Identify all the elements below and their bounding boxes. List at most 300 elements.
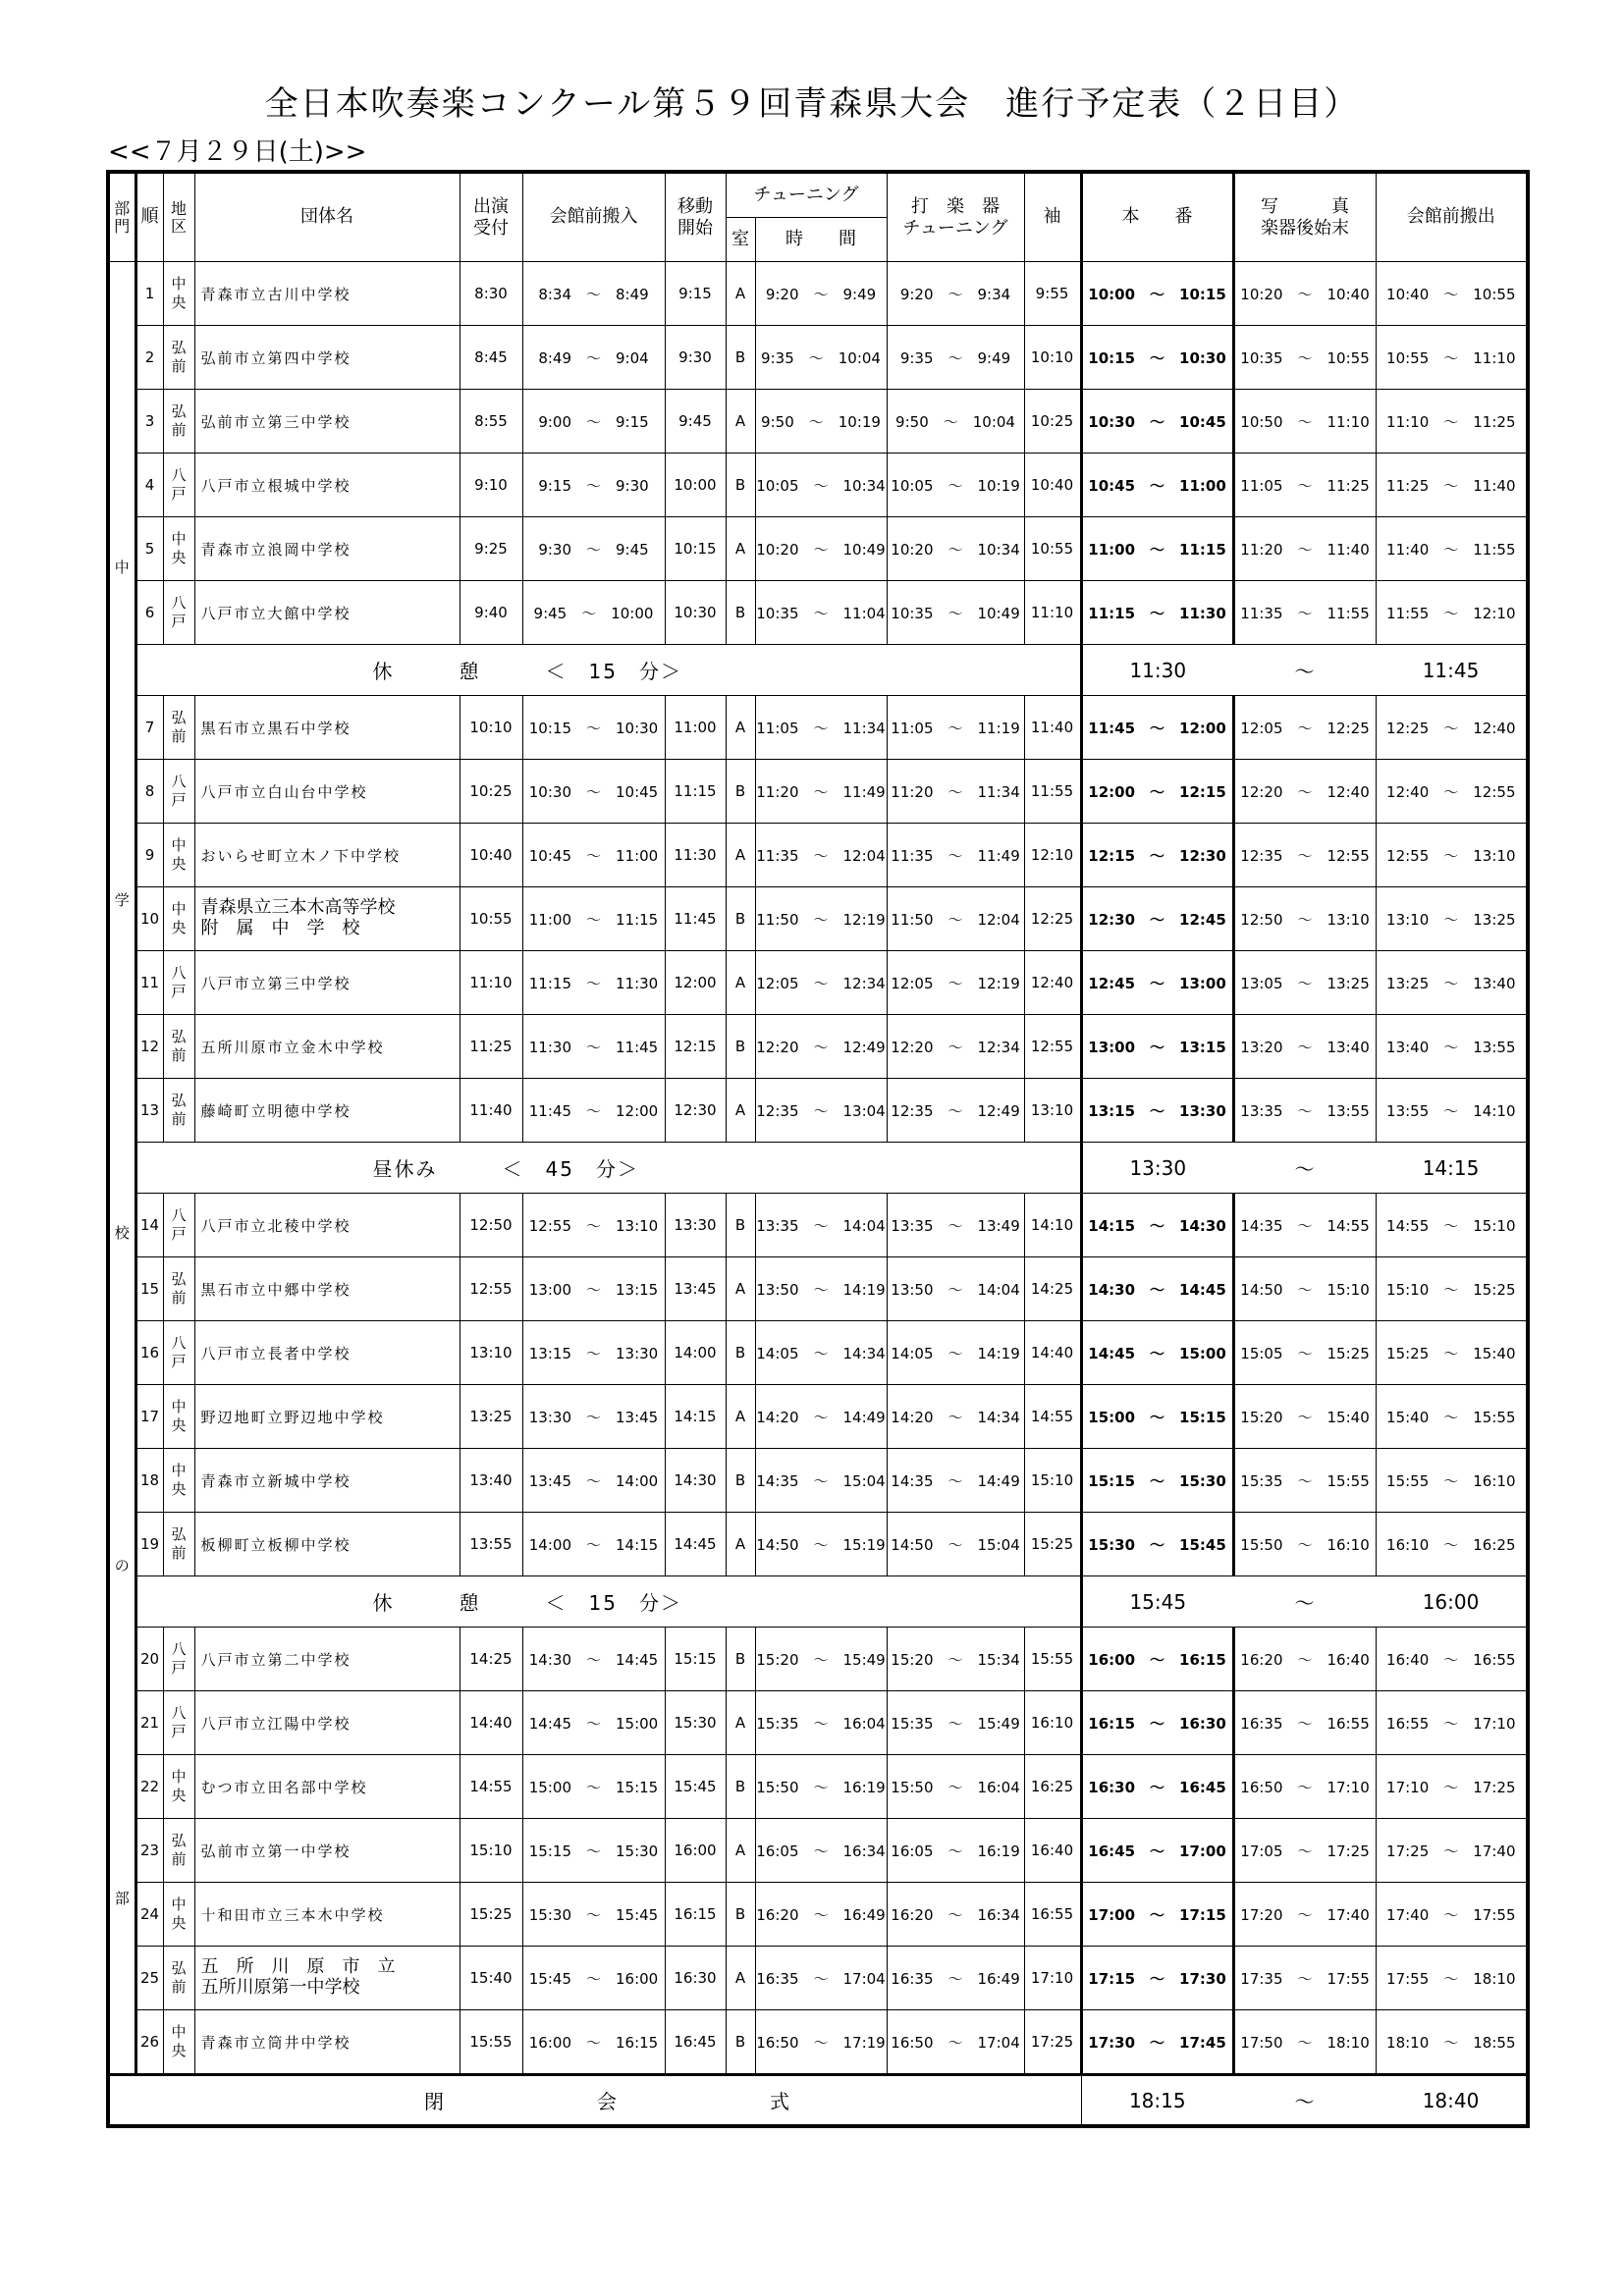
load-out-cell: 12:25 ～ 12:40	[1376, 696, 1528, 760]
header-move-start: 移動 開始	[665, 172, 726, 262]
load-in-cell: 13:30 ～ 13:45	[522, 1385, 665, 1449]
group-name-cell: 八戸市立長者中学校	[194, 1321, 460, 1385]
percussion-tuning-cell: 11:50 ～ 12:04	[887, 887, 1024, 951]
reception-cell: 8:30	[460, 262, 522, 326]
header-group: 団体名	[194, 172, 460, 262]
photo-cell: 10:50 ～ 11:10	[1233, 390, 1376, 454]
tuning-time-cell: 10:05 ～ 10:34	[755, 454, 887, 517]
percussion-tuning-cell: 14:35 ～ 14:49	[887, 1449, 1024, 1513]
table-row	[108, 951, 1528, 1015]
room-cell: B	[726, 1321, 755, 1385]
load-out-cell: 11:25 ～ 11:40	[1376, 454, 1528, 517]
reception-cell: 9:25	[460, 517, 522, 581]
move-start-cell: 16:15	[665, 1883, 726, 1947]
percussion-tuning-cell: 9:20 ～ 9:34	[887, 262, 1024, 326]
group-name-cell: 八戸市立第三中学校	[194, 951, 460, 1015]
reception-cell: 14:25	[460, 1628, 522, 1691]
percussion-tuning-cell: 11:20 ～ 11:34	[887, 760, 1024, 824]
order-cell: 20	[135, 1628, 163, 1691]
load-out-cell: 14:55 ～ 15:10	[1376, 1194, 1528, 1257]
table-row	[108, 390, 1528, 454]
table-row	[108, 581, 1528, 645]
load-out-cell: 15:10 ～ 15:25	[1376, 1257, 1528, 1321]
load-out-cell: 15:40 ～ 15:55	[1376, 1385, 1528, 1449]
area-cell: 中 央	[163, 1385, 194, 1449]
area-cell: 中 央	[163, 1755, 194, 1819]
load-out-cell: 13:55 ～ 14:10	[1376, 1079, 1528, 1143]
header-performance: 本 番	[1081, 172, 1233, 262]
wing-cell: 9:55	[1024, 262, 1081, 326]
table-row	[108, 517, 1528, 581]
break-start: 15:45	[1081, 1576, 1233, 1628]
break-end: 11:45	[1376, 645, 1528, 696]
performance-cell: 14:15 ～ 14:30	[1081, 1194, 1233, 1257]
order-cell: 25	[135, 1947, 163, 2010]
load-out-cell: 13:40 ～ 13:55	[1376, 1015, 1528, 1079]
move-start-cell: 11:45	[665, 887, 726, 951]
photo-cell: 12:50 ～ 13:10	[1233, 887, 1376, 951]
load-out-cell: 13:10 ～ 13:25	[1376, 887, 1528, 951]
order-cell: 11	[135, 951, 163, 1015]
group-name-cell: 八戸市立江陽中学校	[194, 1691, 460, 1755]
dept-label-char: 部	[114, 1890, 130, 1907]
schedule-body	[108, 262, 1528, 2127]
reception-cell: 14:55	[460, 1755, 522, 1819]
area-cell: 八 戸	[163, 1691, 194, 1755]
order-cell: 7	[135, 696, 163, 760]
wing-cell: 14:40	[1024, 1321, 1081, 1385]
tuning-time-cell: 10:35 ～ 11:04	[755, 581, 887, 645]
load-in-cell: 11:00 ～ 11:15	[522, 887, 665, 951]
area-cell: 中 央	[163, 517, 194, 581]
order-cell: 3	[135, 390, 163, 454]
percussion-tuning-cell: 13:35 ～ 13:49	[887, 1194, 1024, 1257]
area-cell: 八 戸	[163, 951, 194, 1015]
move-start-cell: 13:45	[665, 1257, 726, 1321]
reception-cell: 10:55	[460, 887, 522, 951]
percussion-tuning-cell: 12:05 ～ 12:19	[887, 951, 1024, 1015]
table-row	[108, 1449, 1528, 1513]
move-start-cell: 15:15	[665, 1628, 726, 1691]
load-out-cell: 12:55 ～ 13:10	[1376, 824, 1528, 887]
wing-cell: 14:55	[1024, 1385, 1081, 1449]
performance-cell: 10:30 ～ 10:45	[1081, 390, 1233, 454]
reception-cell: 10:25	[460, 760, 522, 824]
wing-cell: 10:40	[1024, 454, 1081, 517]
tuning-time-cell: 9:35 ～ 10:04	[755, 326, 887, 390]
load-in-cell: 15:00 ～ 15:15	[522, 1755, 665, 1819]
tuning-time-cell: 16:35 ～ 17:04	[755, 1947, 887, 2010]
photo-cell: 14:50 ～ 15:10	[1233, 1257, 1376, 1321]
room-cell: A	[726, 390, 755, 454]
header-dept: 部 門	[108, 172, 135, 262]
header-time: 時 間	[755, 218, 887, 262]
performance-cell: 16:30 ～ 16:45	[1081, 1755, 1233, 1819]
performance-cell: 10:00 ～ 10:15	[1081, 262, 1233, 326]
group-name-cell: 五所川原市立金木中学校	[194, 1015, 460, 1079]
room-cell: B	[726, 1194, 755, 1257]
move-start-cell: 10:00	[665, 454, 726, 517]
group-name-line1: 青森県立三本木高等学校	[200, 897, 396, 919]
load-out-cell: 16:10 ～ 16:25	[1376, 1513, 1528, 1576]
move-start-cell: 13:30	[665, 1194, 726, 1257]
group-name-cell: 八戸市立大館中学校	[194, 581, 460, 645]
tuning-time-cell: 12:20 ～ 12:49	[755, 1015, 887, 1079]
order-cell: 22	[135, 1755, 163, 1819]
table-row	[108, 760, 1528, 824]
tuning-time-cell: 12:35 ～ 13:04	[755, 1079, 887, 1143]
percussion-tuning-cell: 15:50 ～ 16:04	[887, 1755, 1024, 1819]
group-name-cell: 弘前市立第三中学校	[194, 390, 460, 454]
room-cell: A	[726, 1947, 755, 2010]
performance-cell: 16:00 ～ 16:15	[1081, 1628, 1233, 1691]
dept-label-char: 中	[114, 559, 130, 576]
load-in-cell: 14:30 ～ 14:45	[522, 1628, 665, 1691]
area-cell: 弘 前	[163, 1015, 194, 1079]
load-out-cell: 17:40 ～ 17:55	[1376, 1883, 1528, 1947]
area-cell: 弘 前	[163, 326, 194, 390]
order-cell: 1	[135, 262, 163, 326]
reception-cell: 15:10	[460, 1819, 522, 1883]
performance-cell: 11:15 ～ 11:30	[1081, 581, 1233, 645]
header-order: 順	[135, 172, 163, 262]
area-cell: 八 戸	[163, 1321, 194, 1385]
table-row	[108, 262, 1528, 326]
move-start-cell: 16:45	[665, 2010, 726, 2075]
load-out-cell: 12:40 ～ 12:55	[1376, 760, 1528, 824]
move-start-cell: 15:45	[665, 1755, 726, 1819]
order-cell: 21	[135, 1691, 163, 1755]
photo-cell: 14:35 ～ 14:55	[1233, 1194, 1376, 1257]
area-cell: 中 央	[163, 262, 194, 326]
photo-cell: 10:20 ～ 10:40	[1233, 262, 1376, 326]
room-cell: B	[726, 1628, 755, 1691]
load-in-cell: 8:34 ～ 8:49	[522, 262, 665, 326]
performance-cell: 15:30 ～ 15:45	[1081, 1513, 1233, 1576]
performance-cell: 12:00 ～ 12:15	[1081, 760, 1233, 824]
area-cell: 弘 前	[163, 1819, 194, 1883]
wing-cell: 11:55	[1024, 760, 1081, 824]
room-cell: B	[726, 454, 755, 517]
page-title: 全日本吹奏楽コンクール第５９回青森県大会 進行予定表（２日目）	[264, 84, 1360, 124]
tuning-time-cell: 14:20 ～ 14:49	[755, 1385, 887, 1449]
order-cell: 26	[135, 2010, 163, 2075]
reception-cell: 11:25	[460, 1015, 522, 1079]
percussion-tuning-cell: 12:35 ～ 12:49	[887, 1079, 1024, 1143]
performance-cell: 16:45 ～ 17:00	[1081, 1819, 1233, 1883]
header-area: 地 区	[163, 172, 194, 262]
break-label: 昼休み ＜ 45 分＞	[135, 1143, 1081, 1194]
percussion-tuning-cell: 10:05 ～ 10:19	[887, 454, 1024, 517]
photo-cell: 15:50 ～ 16:10	[1233, 1513, 1376, 1576]
performance-cell: 12:45 ～ 13:00	[1081, 951, 1233, 1015]
tuning-time-cell: 9:20 ～ 9:49	[755, 262, 887, 326]
load-out-cell: 17:25 ～ 17:40	[1376, 1819, 1528, 1883]
percussion-tuning-cell: 14:05 ～ 14:19	[887, 1321, 1024, 1385]
group-name-cell: おいらせ町立木ノ下中学校	[194, 824, 460, 887]
wing-cell: 17:10	[1024, 1947, 1081, 2010]
room-cell: A	[726, 1385, 755, 1449]
percussion-tuning-cell: 12:20 ～ 12:34	[887, 1015, 1024, 1079]
tuning-time-cell: 16:20 ～ 16:49	[755, 1883, 887, 1947]
move-start-cell: 14:00	[665, 1321, 726, 1385]
group-name-line2: 五所川原第一中学校	[200, 1977, 360, 1998]
area-cell: 中 央	[163, 2010, 194, 2075]
reception-cell: 14:40	[460, 1691, 522, 1755]
group-name-cell: 黒石市立黒石中学校	[194, 696, 460, 760]
photo-cell: 11:05 ～ 11:25	[1233, 454, 1376, 517]
move-start-cell: 9:45	[665, 390, 726, 454]
move-start-cell: 10:15	[665, 517, 726, 581]
wing-cell: 16:40	[1024, 1819, 1081, 1883]
percussion-tuning-cell: 13:50 ～ 14:04	[887, 1257, 1024, 1321]
load-in-cell: 15:30 ～ 15:45	[522, 1883, 665, 1947]
tuning-time-cell: 11:35 ～ 12:04	[755, 824, 887, 887]
tuning-time-cell: 11:20 ～ 11:49	[755, 760, 887, 824]
load-in-cell: 15:45 ～ 16:00	[522, 1947, 665, 2010]
tuning-time-cell: 9:50 ～ 10:19	[755, 390, 887, 454]
order-cell: 15	[135, 1257, 163, 1321]
load-in-cell: 13:45 ～ 14:00	[522, 1449, 665, 1513]
area-cell: 中 央	[163, 1449, 194, 1513]
load-in-cell: 9:15 ～ 9:30	[522, 454, 665, 517]
wing-cell: 16:10	[1024, 1691, 1081, 1755]
load-out-cell: 17:10 ～ 17:25	[1376, 1755, 1528, 1819]
photo-cell: 15:05 ～ 15:25	[1233, 1321, 1376, 1385]
tuning-time-cell: 14:05 ～ 14:34	[755, 1321, 887, 1385]
room-cell: A	[726, 1691, 755, 1755]
order-cell: 4	[135, 454, 163, 517]
move-start-cell: 12:00	[665, 951, 726, 1015]
table-row	[108, 1015, 1528, 1079]
table-row	[108, 1079, 1528, 1143]
photo-cell: 16:35 ～ 16:55	[1233, 1691, 1376, 1755]
table-row	[108, 1513, 1528, 1576]
wing-cell: 12:40	[1024, 951, 1081, 1015]
order-cell: 18	[135, 1449, 163, 1513]
reception-cell: 13:40	[460, 1449, 522, 1513]
performance-cell: 10:45 ～ 11:00	[1081, 454, 1233, 517]
area-cell: 八 戸	[163, 760, 194, 824]
load-out-cell: 10:40 ～ 10:55	[1376, 262, 1528, 326]
wing-cell: 15:10	[1024, 1449, 1081, 1513]
photo-cell: 11:35 ～ 11:55	[1233, 581, 1376, 645]
wing-cell: 14:25	[1024, 1257, 1081, 1321]
load-in-cell: 11:45 ～ 12:00	[522, 1079, 665, 1143]
header-tuning: チューニング	[726, 172, 887, 218]
reception-cell: 9:10	[460, 454, 522, 517]
area-cell: 中 央	[163, 1883, 194, 1947]
move-start-cell: 11:15	[665, 760, 726, 824]
move-start-cell: 12:30	[665, 1079, 726, 1143]
move-start-cell: 9:15	[665, 262, 726, 326]
percussion-tuning-cell: 11:05 ～ 11:19	[887, 696, 1024, 760]
order-cell: 19	[135, 1513, 163, 1576]
percussion-tuning-cell: 9:50 ～ 10:04	[887, 390, 1024, 454]
load-in-cell: 8:49 ～ 9:04	[522, 326, 665, 390]
group-name-cell: 弘前市立第一中学校	[194, 1819, 460, 1883]
table-row	[108, 1947, 1528, 2010]
photo-cell: 13:05 ～ 13:25	[1233, 951, 1376, 1015]
performance-cell: 17:30 ～ 17:45	[1081, 2010, 1233, 2075]
room-cell: B	[726, 581, 755, 645]
table-row	[108, 1321, 1528, 1385]
performance-cell: 11:45 ～ 12:00	[1081, 696, 1233, 760]
photo-cell: 13:35 ～ 13:55	[1233, 1079, 1376, 1143]
room-cell: A	[726, 262, 755, 326]
table-row	[108, 1385, 1528, 1449]
wing-cell: 10:25	[1024, 390, 1081, 454]
area-cell: 弘 前	[163, 1513, 194, 1576]
move-start-cell: 11:00	[665, 696, 726, 760]
load-in-cell: 13:00 ～ 13:15	[522, 1257, 665, 1321]
room-cell: B	[726, 887, 755, 951]
room-cell: A	[726, 824, 755, 887]
photo-cell: 12:35 ～ 12:55	[1233, 824, 1376, 887]
percussion-tuning-cell: 15:35 ～ 15:49	[887, 1691, 1024, 1755]
wing-cell: 10:55	[1024, 517, 1081, 581]
load-out-cell: 11:55 ～ 12:10	[1376, 581, 1528, 645]
reception-cell: 11:40	[460, 1079, 522, 1143]
percussion-tuning-cell: 15:20 ～ 15:34	[887, 1628, 1024, 1691]
performance-cell: 14:30 ～ 14:45	[1081, 1257, 1233, 1321]
header-photo: 写 真 楽器後始末	[1233, 172, 1376, 262]
reception-cell: 13:25	[460, 1385, 522, 1449]
percussion-tuning-cell: 14:50 ～ 15:04	[887, 1513, 1024, 1576]
break-end: 16:00	[1376, 1576, 1528, 1628]
order-cell: 16	[135, 1321, 163, 1385]
wing-cell: 11:10	[1024, 581, 1081, 645]
table-row	[108, 1628, 1528, 1691]
closing-tilde: ～	[1233, 2075, 1376, 2127]
tuning-time-cell: 10:20 ～ 10:49	[755, 517, 887, 581]
closing-row	[108, 2075, 1528, 2127]
reception-cell: 15:25	[460, 1883, 522, 1947]
move-start-cell: 11:30	[665, 824, 726, 887]
group-name-cell: 青森市立浪岡中学校	[194, 517, 460, 581]
tuning-time-cell: 12:05 ～ 12:34	[755, 951, 887, 1015]
performance-cell: 12:30 ～ 12:45	[1081, 887, 1233, 951]
dept-label-char: 校	[114, 1224, 130, 1242]
order-cell: 10	[135, 887, 163, 951]
table-row	[108, 326, 1528, 390]
area-cell: 八 戸	[163, 454, 194, 517]
load-in-cell: 10:15 ～ 10:30	[522, 696, 665, 760]
photo-cell: 16:20 ～ 16:40	[1233, 1628, 1376, 1691]
wing-cell: 16:55	[1024, 1883, 1081, 1947]
area-cell: 弘 前	[163, 390, 194, 454]
group-name-cell: 十和田市立三本木中学校	[194, 1883, 460, 1947]
order-cell: 5	[135, 517, 163, 581]
percussion-tuning-cell: 16:50 ～ 17:04	[887, 2010, 1024, 2075]
table-row	[108, 2010, 1528, 2075]
photo-cell: 15:35 ～ 15:55	[1233, 1449, 1376, 1513]
move-start-cell: 15:30	[665, 1691, 726, 1755]
break-tilde: ～	[1233, 645, 1376, 696]
load-out-cell: 13:25 ～ 13:40	[1376, 951, 1528, 1015]
event-date: <<７月２９日(土)>>	[108, 137, 367, 167]
performance-cell: 14:45 ～ 15:00	[1081, 1321, 1233, 1385]
room-cell: B	[726, 760, 755, 824]
move-start-cell: 14:30	[665, 1449, 726, 1513]
area-cell: 弘 前	[163, 1947, 194, 2010]
load-in-cell: 12:55 ～ 13:10	[522, 1194, 665, 1257]
table-row	[108, 1257, 1528, 1321]
closing-label: 閉 会 式	[108, 2075, 1081, 2127]
dept-label	[108, 262, 135, 2075]
performance-cell: 16:15 ～ 16:30	[1081, 1691, 1233, 1755]
break-label: 休 憩 ＜ 15 分＞	[135, 1576, 1081, 1628]
order-cell: 8	[135, 760, 163, 824]
wing-cell: 12:25	[1024, 887, 1081, 951]
header-load-in: 会館前搬入	[522, 172, 665, 262]
group-name-cell	[194, 887, 460, 951]
load-in-cell: 16:00 ～ 16:15	[522, 2010, 665, 2075]
percussion-tuning-cell: 16:05 ～ 16:19	[887, 1819, 1024, 1883]
wing-cell: 13:10	[1024, 1079, 1081, 1143]
reception-cell: 9:40	[460, 581, 522, 645]
reception-cell: 13:10	[460, 1321, 522, 1385]
reception-cell: 8:55	[460, 390, 522, 454]
tuning-time-cell: 15:20 ～ 15:49	[755, 1628, 887, 1691]
move-start-cell: 9:30	[665, 326, 726, 390]
break-row	[108, 1143, 1528, 1194]
closing-start: 18:15	[1081, 2075, 1233, 2127]
move-start-cell: 14:45	[665, 1513, 726, 1576]
table-row	[108, 1691, 1528, 1755]
area-cell: 弘 前	[163, 696, 194, 760]
header-wing: 袖	[1024, 172, 1081, 262]
room-cell: A	[726, 1513, 755, 1576]
load-in-cell: 9:00 ～ 9:15	[522, 390, 665, 454]
percussion-tuning-cell: 9:35 ～ 9:49	[887, 326, 1024, 390]
load-in-cell: 9:30 ～ 9:45	[522, 517, 665, 581]
load-out-cell: 16:55 ～ 17:10	[1376, 1691, 1528, 1755]
wing-cell: 12:55	[1024, 1015, 1081, 1079]
wing-cell: 15:55	[1024, 1628, 1081, 1691]
load-in-cell: 10:30 ～ 10:45	[522, 760, 665, 824]
room-cell: A	[726, 1257, 755, 1321]
wing-cell: 16:25	[1024, 1755, 1081, 1819]
load-in-cell: 9:45 ～ 10:00	[522, 581, 665, 645]
order-cell: 9	[135, 824, 163, 887]
load-out-cell: 18:10 ～ 18:55	[1376, 2010, 1528, 2075]
photo-cell: 13:20 ～ 13:40	[1233, 1015, 1376, 1079]
photo-cell: 16:50 ～ 17:10	[1233, 1755, 1376, 1819]
wing-cell: 14:10	[1024, 1194, 1081, 1257]
order-cell: 6	[135, 581, 163, 645]
group-name-cell: 藤崎町立明徳中学校	[194, 1079, 460, 1143]
wing-cell: 17:25	[1024, 2010, 1081, 2075]
photo-cell: 11:20 ～ 11:40	[1233, 517, 1376, 581]
break-tilde: ～	[1233, 1143, 1376, 1194]
table-row	[108, 1883, 1528, 1947]
area-cell: 中 央	[163, 887, 194, 951]
tuning-time-cell: 13:35 ～ 14:04	[755, 1194, 887, 1257]
move-start-cell: 12:15	[665, 1015, 726, 1079]
load-out-cell: 10:55 ～ 11:10	[1376, 326, 1528, 390]
performance-cell: 13:00 ～ 13:15	[1081, 1015, 1233, 1079]
performance-cell: 17:15 ～ 17:30	[1081, 1947, 1233, 2010]
room-cell: A	[726, 696, 755, 760]
tuning-time-cell: 16:05 ～ 16:34	[755, 1819, 887, 1883]
load-in-cell: 11:30 ～ 11:45	[522, 1015, 665, 1079]
reception-cell: 12:50	[460, 1194, 522, 1257]
performance-cell: 17:00 ～ 17:15	[1081, 1883, 1233, 1947]
room-cell: A	[726, 517, 755, 581]
load-out-cell: 15:55 ～ 16:10	[1376, 1449, 1528, 1513]
dept-label-char: 学	[114, 891, 130, 909]
